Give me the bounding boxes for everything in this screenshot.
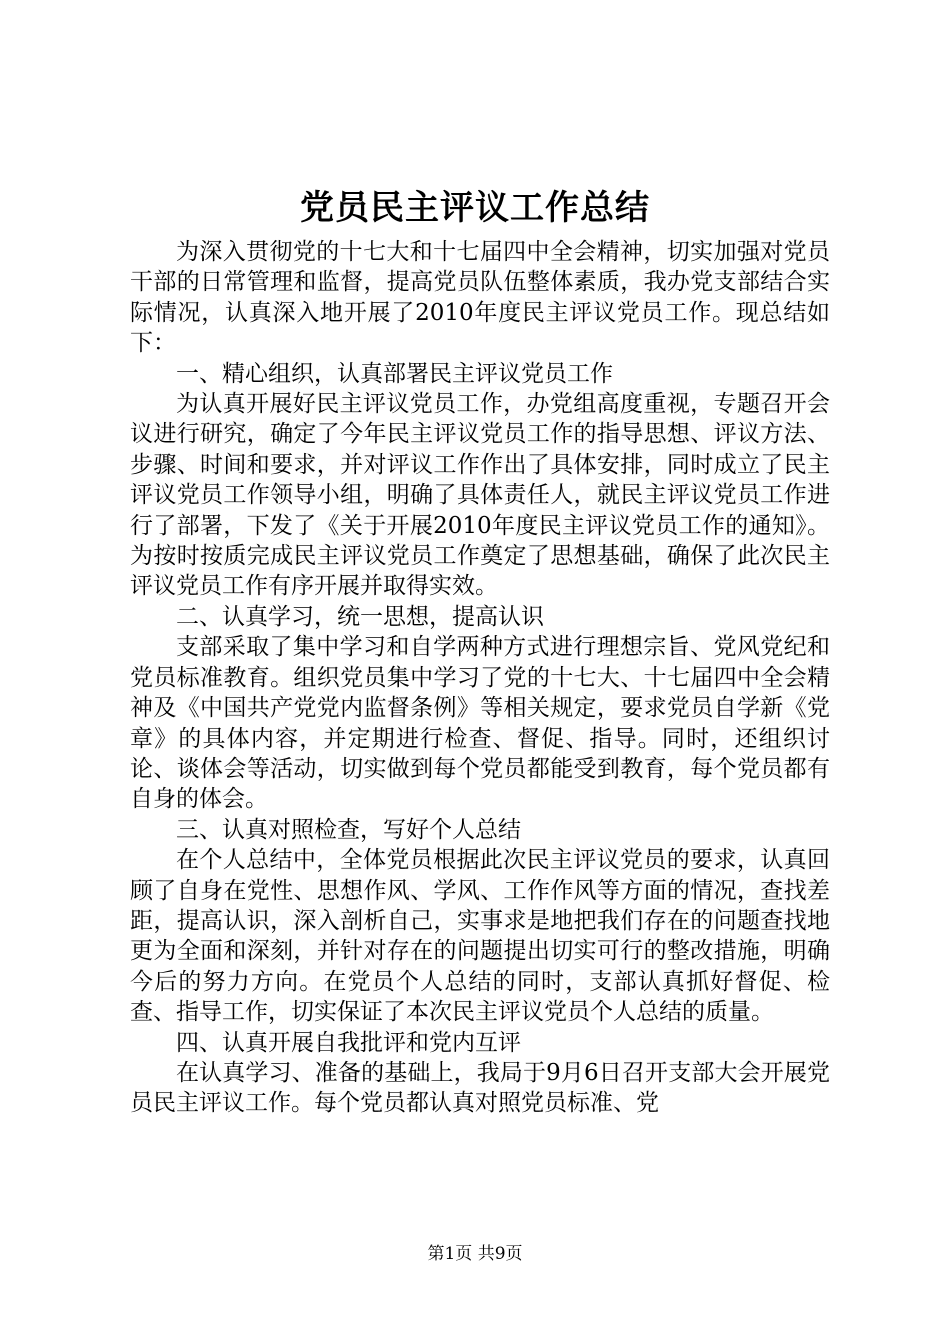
section-heading-3: 三、认真对照检查，写好个人总结	[176, 816, 521, 843]
paragraph-section-1: 为认真开展好民主评议党员工作，办党组高度重视，专题召开会议进行研究，确定了今年民主评议党员工作的指导思想、评议方法、步骤、时间和要求，并对评议工作作出了具体安排，同时成立了民主评议党员工作领导小组，明确了具体责任人，就民主评议党员工作进行了部署，下发了《关于开展2010年度民主评议党员工作的通知》。为按时按质完成民主评议党员工作奠定了思想基础，确保了此次民主评议党员工作有序开展并取得实效。	[130, 391, 830, 600]
section-heading-4: 四、认真开展自我批评和党内互评	[176, 1029, 521, 1056]
paragraph-section-3: 在个人总结中，全体党员根据此次民主评议党员的要求，认真回顾了自身在党性、思想作风、学风、工作作风等方面的情况，查找差距，提高认识，深入剖析自己，实事求是地把我们存在的问题查找地更为全面和深刻，并针对存在的问题提出切实可行的整改措施，明确今后的努力方向。在党员个人总结的同时，支部认真抓好督促、检查、指导工作，切实保证了本次民主评议党员个人总结的质量。	[130, 847, 830, 1026]
section-heading-1: 一、精心组织，认真部署民主评议党员工作	[176, 360, 613, 387]
section-heading-2: 二、认真学习，统一思想，提高认识	[176, 603, 544, 630]
page-number: 第1页 共9页	[427, 1244, 523, 1264]
document-body	[130, 237, 830, 1119]
paragraph-section-2: 支部采取了集中学习和自学两种方式进行理想宗旨、党风党纪和党员标准教育。组织党员集中学习了党的十七大、十七届四中全会精神及《中国共产党党内监督条例》等相关规定，要求党员自学新《党章》的具体内容，并定期进行检查、督促、指导。同时，还组织讨论、谈体会等活动，切实做到每个党员都能受到教育，每个党员都有自身的体会。	[130, 634, 830, 813]
paragraph-intro: 为深入贯彻党的十七大和十七届四中全会精神，切实加强对党员干部的日常管理和监督，提高党员队伍整体素质，我办党支部结合实际情况，认真深入地开展了2010年度民主评议党员工作。现总结如下：	[130, 239, 830, 357]
paragraph-section-4: 在认真学习、准备的基础上，我局于9月6日召开支部大会开展党员民主评议工作。每个党员都认真对照党员标准、党	[130, 1059, 830, 1117]
document-title: 党员民主评议工作总结	[300, 188, 650, 228]
